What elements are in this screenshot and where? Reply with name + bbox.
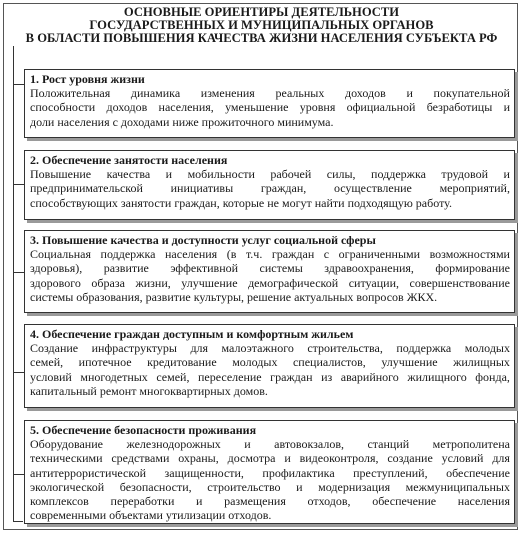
title-line-3: В ОБЛАСТИ ПОВЫШЕНИЯ КАЧЕСТВА ЖИЗНИ НАСЕЛЕНИЯ СУБЪЕКТА РФ: [25, 31, 498, 46]
block-line: Повышение качества и мобильности рабочей силы, поддержка трудовой и: [30, 167, 510, 182]
block-line: Создание инфраструктуры для малоэтажного строительства, поддержка молодых: [30, 341, 510, 356]
block-2: [24, 150, 515, 220]
block-5: [24, 420, 515, 524]
block-line: Оборудование железнодорожных и автовокзалов, станций метрополитена: [30, 437, 510, 452]
block-body: [30, 167, 510, 210]
block-body: [30, 247, 510, 304]
connector-spine: [13, 46, 23, 522]
block-body: [30, 86, 510, 129]
block-heading: 5. Обеспечение безопасности проживания: [30, 423, 257, 437]
block-heading: 4. Обеспечение граждан доступным и комфортным жильем: [30, 327, 354, 341]
connector-3: [14, 272, 24, 273]
block-line: антитеррористической защищенности, профилактика преступлений, обеспечение: [30, 465, 510, 480]
connector-1: [14, 84, 24, 85]
connector-5: [14, 474, 24, 475]
title-line-2: ГОСУДАРСТВЕННЫХ И МУНИЦИПАЛЬНЫХ ОРГАНОВ: [89, 18, 434, 33]
block-line: предпринимательской инициативы граждан, осуществление мероприятий,: [30, 181, 510, 196]
block-body: [30, 437, 510, 522]
block-4: [24, 324, 515, 408]
block-line: системы образования, развитие культуры, решение актуальных вопросов ЖКХ.: [30, 289, 438, 304]
block-line: Социальная поддержка населения (в т.ч. граждан с ограниченными возможностями: [30, 247, 510, 262]
diagram-title: [0, 6, 523, 46]
block-1: [24, 69, 515, 138]
block-line: комплексов переработки и размещения отходов, обеспечение населения: [30, 494, 510, 509]
block-line: современными объектами утилизации отходов.: [30, 508, 272, 523]
connector-2: [14, 184, 24, 185]
block-body: [30, 341, 510, 398]
block-line: семей, ипотечное кредитование молодых специалистов, улучшение жилищных: [30, 355, 510, 370]
block-line: экологической безопасности, строительство и модернизация межмуниципальных: [30, 479, 510, 494]
block-line: Положительная динамика изменения реальных доходов и покупательной: [30, 86, 510, 101]
block-line: техническими средствами охраны, досмотра и видеоконтроля, создание условий для: [30, 451, 510, 466]
block-heading: 3. Повышение качества и доступности услуг социальной сферы: [30, 233, 376, 247]
connector-4: [14, 372, 24, 373]
block-3: [24, 230, 515, 313]
block-line: способствующих занятости граждан, которые не могут найти подходящую работу.: [30, 195, 452, 210]
block-line: условий многодетных семей, переселение граждан из аварийного жилищного фонда,: [30, 369, 510, 384]
block-line: здорового образа жизни, улучшение демографической ситуации, совершенствование: [30, 275, 510, 290]
title-line-1: ОСНОВНЫЕ ОРИЕНТИРЫ ДЕЯТЕЛЬНОСТИ: [123, 5, 400, 19]
block-line: здоровья), развитие эффективной системы здравоохранения, формирование: [30, 261, 510, 276]
block-line: доли населения с доходами ниже прожиточного минимума.: [30, 114, 334, 129]
block-heading: 2. Обеспечение занятости населения: [30, 153, 228, 167]
block-line: способности доходов населения, уменьшение уровня официальной безработицы и: [30, 100, 510, 115]
block-line: капитальный ремонт многоквартирных домов.: [30, 383, 268, 398]
block-heading: 1. Рост уровня жизни: [30, 72, 145, 86]
